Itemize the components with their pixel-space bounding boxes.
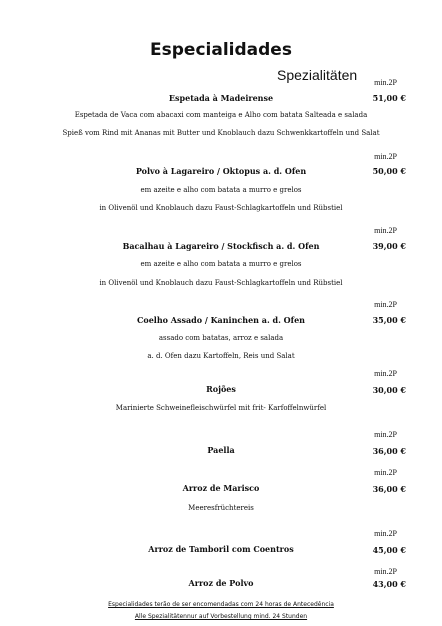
page-subtitle: Spezialitäten <box>277 67 358 83</box>
dish-description: Meeresfrüchtereis <box>188 504 254 512</box>
dish-name: Paella <box>207 445 235 455</box>
dish-price: 51,00 € <box>372 93 406 103</box>
footer-note: Especialidades terão de ser encomendadas com 24 horas de Antecedência <box>108 601 334 608</box>
dish-name: Arroz de Polvo <box>188 578 254 588</box>
portion-note: min.2P <box>374 468 397 477</box>
portion-note: min.2P <box>374 78 397 87</box>
portion-note: min.2P <box>374 567 397 576</box>
dish-description: assado com batatas, arroz e salada <box>158 334 284 342</box>
portion-note: min.2P <box>374 300 397 309</box>
dish-description: Espetada de Vaca com abacaxi com manteiga e Alho com batata Salteada e salada <box>74 111 368 119</box>
dish-description: em azeite e alho com batata a murro e grelos <box>140 260 302 268</box>
dish-name: Coelho Assado / Kaninchen a. d. Ofen <box>136 315 305 325</box>
dish-price: 50,00 € <box>372 166 406 176</box>
portion-note: min.2P <box>374 529 397 538</box>
dish-price: 36,00 € <box>372 446 406 456</box>
portion-note: min.2P <box>374 226 397 235</box>
dish-name: Espetada à Madeirense <box>168 93 274 103</box>
dish-description: Spieß vom Rind mit Ananas mit Butter und Knoblauch dazu Schwenkkartoffeln und Salat <box>62 129 380 137</box>
portion-note: min.2P <box>374 369 397 378</box>
dish-description: Marinierte Schweinefleischwürfel mit frit- Karfoffelnwürfel <box>115 404 327 412</box>
dish-name: Arroz de Marisco <box>182 483 260 493</box>
dish-name: Rojões <box>206 384 236 394</box>
dish-name: Polvo à Lagareiro / Oktopus a. d. Ofen <box>135 166 307 176</box>
dish-name: Arroz de Tamboril com Coentros <box>148 544 294 554</box>
dish-price: 35,00 € <box>372 315 406 325</box>
dish-price: 36,00 € <box>372 484 406 494</box>
dish-price: 39,00 € <box>372 241 406 251</box>
dish-description: in Olivenöl und Knoblauch dazu Faust-Schlagkartoffeln und Rübstiel <box>99 279 343 287</box>
dish-price: 43,00 € <box>372 579 406 589</box>
portion-note: min.2P <box>374 152 397 161</box>
dish-name: Bacalhau à Lagareiro / Stockfisch a. d. Ofen <box>122 241 320 251</box>
portion-note: min.2P <box>374 430 397 439</box>
footer-note: Alle Spezialitätennur auf Vorbestellung mind. 24 Stunden <box>134 613 308 620</box>
dish-description: a. d. Ofen dazu Kartoffeln, Reis und Salat <box>147 352 295 360</box>
dish-description: in Olivenöl und Knoblauch dazu Faust-Schlagkartoffeln und Rübstiel <box>99 204 343 212</box>
dish-price: 30,00 € <box>372 385 406 395</box>
dish-price: 45,00 € <box>372 545 406 555</box>
page-title: Especialidades <box>150 40 292 60</box>
dish-description: em azeite e alho com batata a murro e grelos <box>140 186 302 194</box>
